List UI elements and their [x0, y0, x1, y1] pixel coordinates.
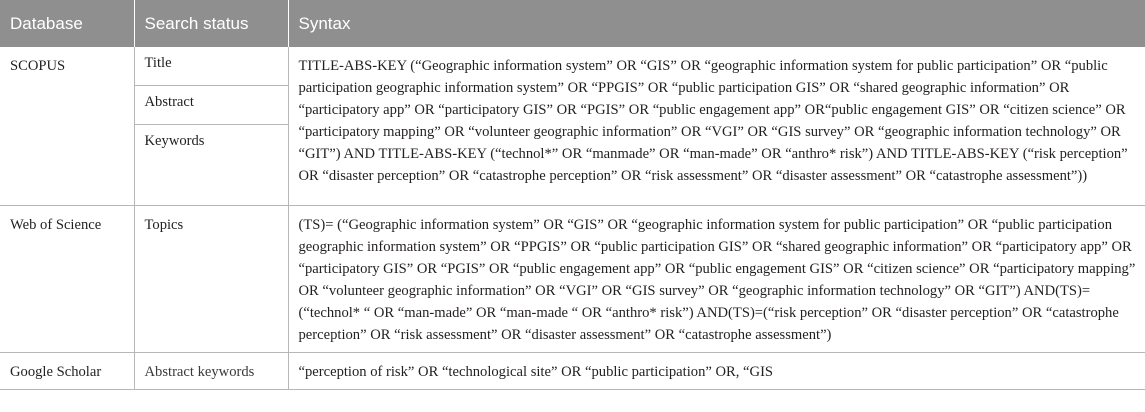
database-cell: SCOPUS — [0, 47, 134, 206]
status-cell-abstract-keywords: Abstract keywords — [134, 353, 288, 390]
syntax-cell-web-of-science: (TS)= (“Geographic information system” OR “GIS” OR “geographic information system for public participation” OR “public participation geographic information system” OR “PPGIS” OR “public participation GIS” OR “shared geographic information” OR “participatory app” OR “participatory GIS” OR “PGIS” OR “public engagement app” OR “public engagement GIS” OR “citizen science” OR “participatory mapping” OR “volunteer geographic information” OR “VGI” OR “GIS survey” OR “geographic information technology” OR “GIT”) AND(TS)=(“technol* “ OR “man-made” OR “man-made “ OR “anthro* risk”) AND(TS)=(“risk perception” OR “disaster perception” OR “catastrophe perception” OR “risk assessment” OR “disaster assessment” OR “catastrophe assessment”) — [288, 206, 1145, 353]
table-row-google-scholar — [0, 353, 1145, 390]
syntax-cell-scopus: TITLE-ABS-KEY (“Geographic information system” OR “GIS” OR “geographic information system for public participation” OR “public participation geographic information system” OR “PPGIS” OR “public participation GIS” OR “shared geographic information” OR “participatory app” OR “participatory GIS” OR “PGIS” OR “public engagement app” OR“public engagement GIS” OR “citizen science” OR “participatory mapping” OR “volunteer geographic information” OR “VGI” OR “GIS survey” OR “geographic information technology” OR “GIT”) AND TITLE-ABS-KEY (“technol*” OR “manmade” OR “man-made” OR “anthro* risk”) AND TITLE-ABS-KEY (“risk perception” OR “disaster perception” OR “catastrophe perception” OR “risk assessment” OR “disaster assessment” OR “catastrophe assessment”)) — [288, 47, 1145, 206]
status-cell-topics: Topics — [134, 206, 288, 353]
status-cell-abstract: Abstract — [134, 86, 288, 125]
table-row-scopus — [0, 47, 1145, 86]
header-database: Database — [0, 0, 134, 47]
database-cell: Google Scholar — [0, 353, 134, 390]
database-cell: Web of Science — [0, 206, 134, 353]
status-cell-title: Title — [134, 47, 288, 86]
table-row-web-of-science — [0, 206, 1145, 353]
header-row — [0, 0, 1145, 47]
syntax-cell-google-scholar: “perception of risk” OR “technological site” OR “public participation” OR, “GIS — [288, 353, 1145, 390]
header-search-status: Search status — [134, 0, 288, 47]
status-cell-keywords: Keywords — [134, 125, 288, 206]
header-syntax: Syntax — [288, 0, 1145, 47]
